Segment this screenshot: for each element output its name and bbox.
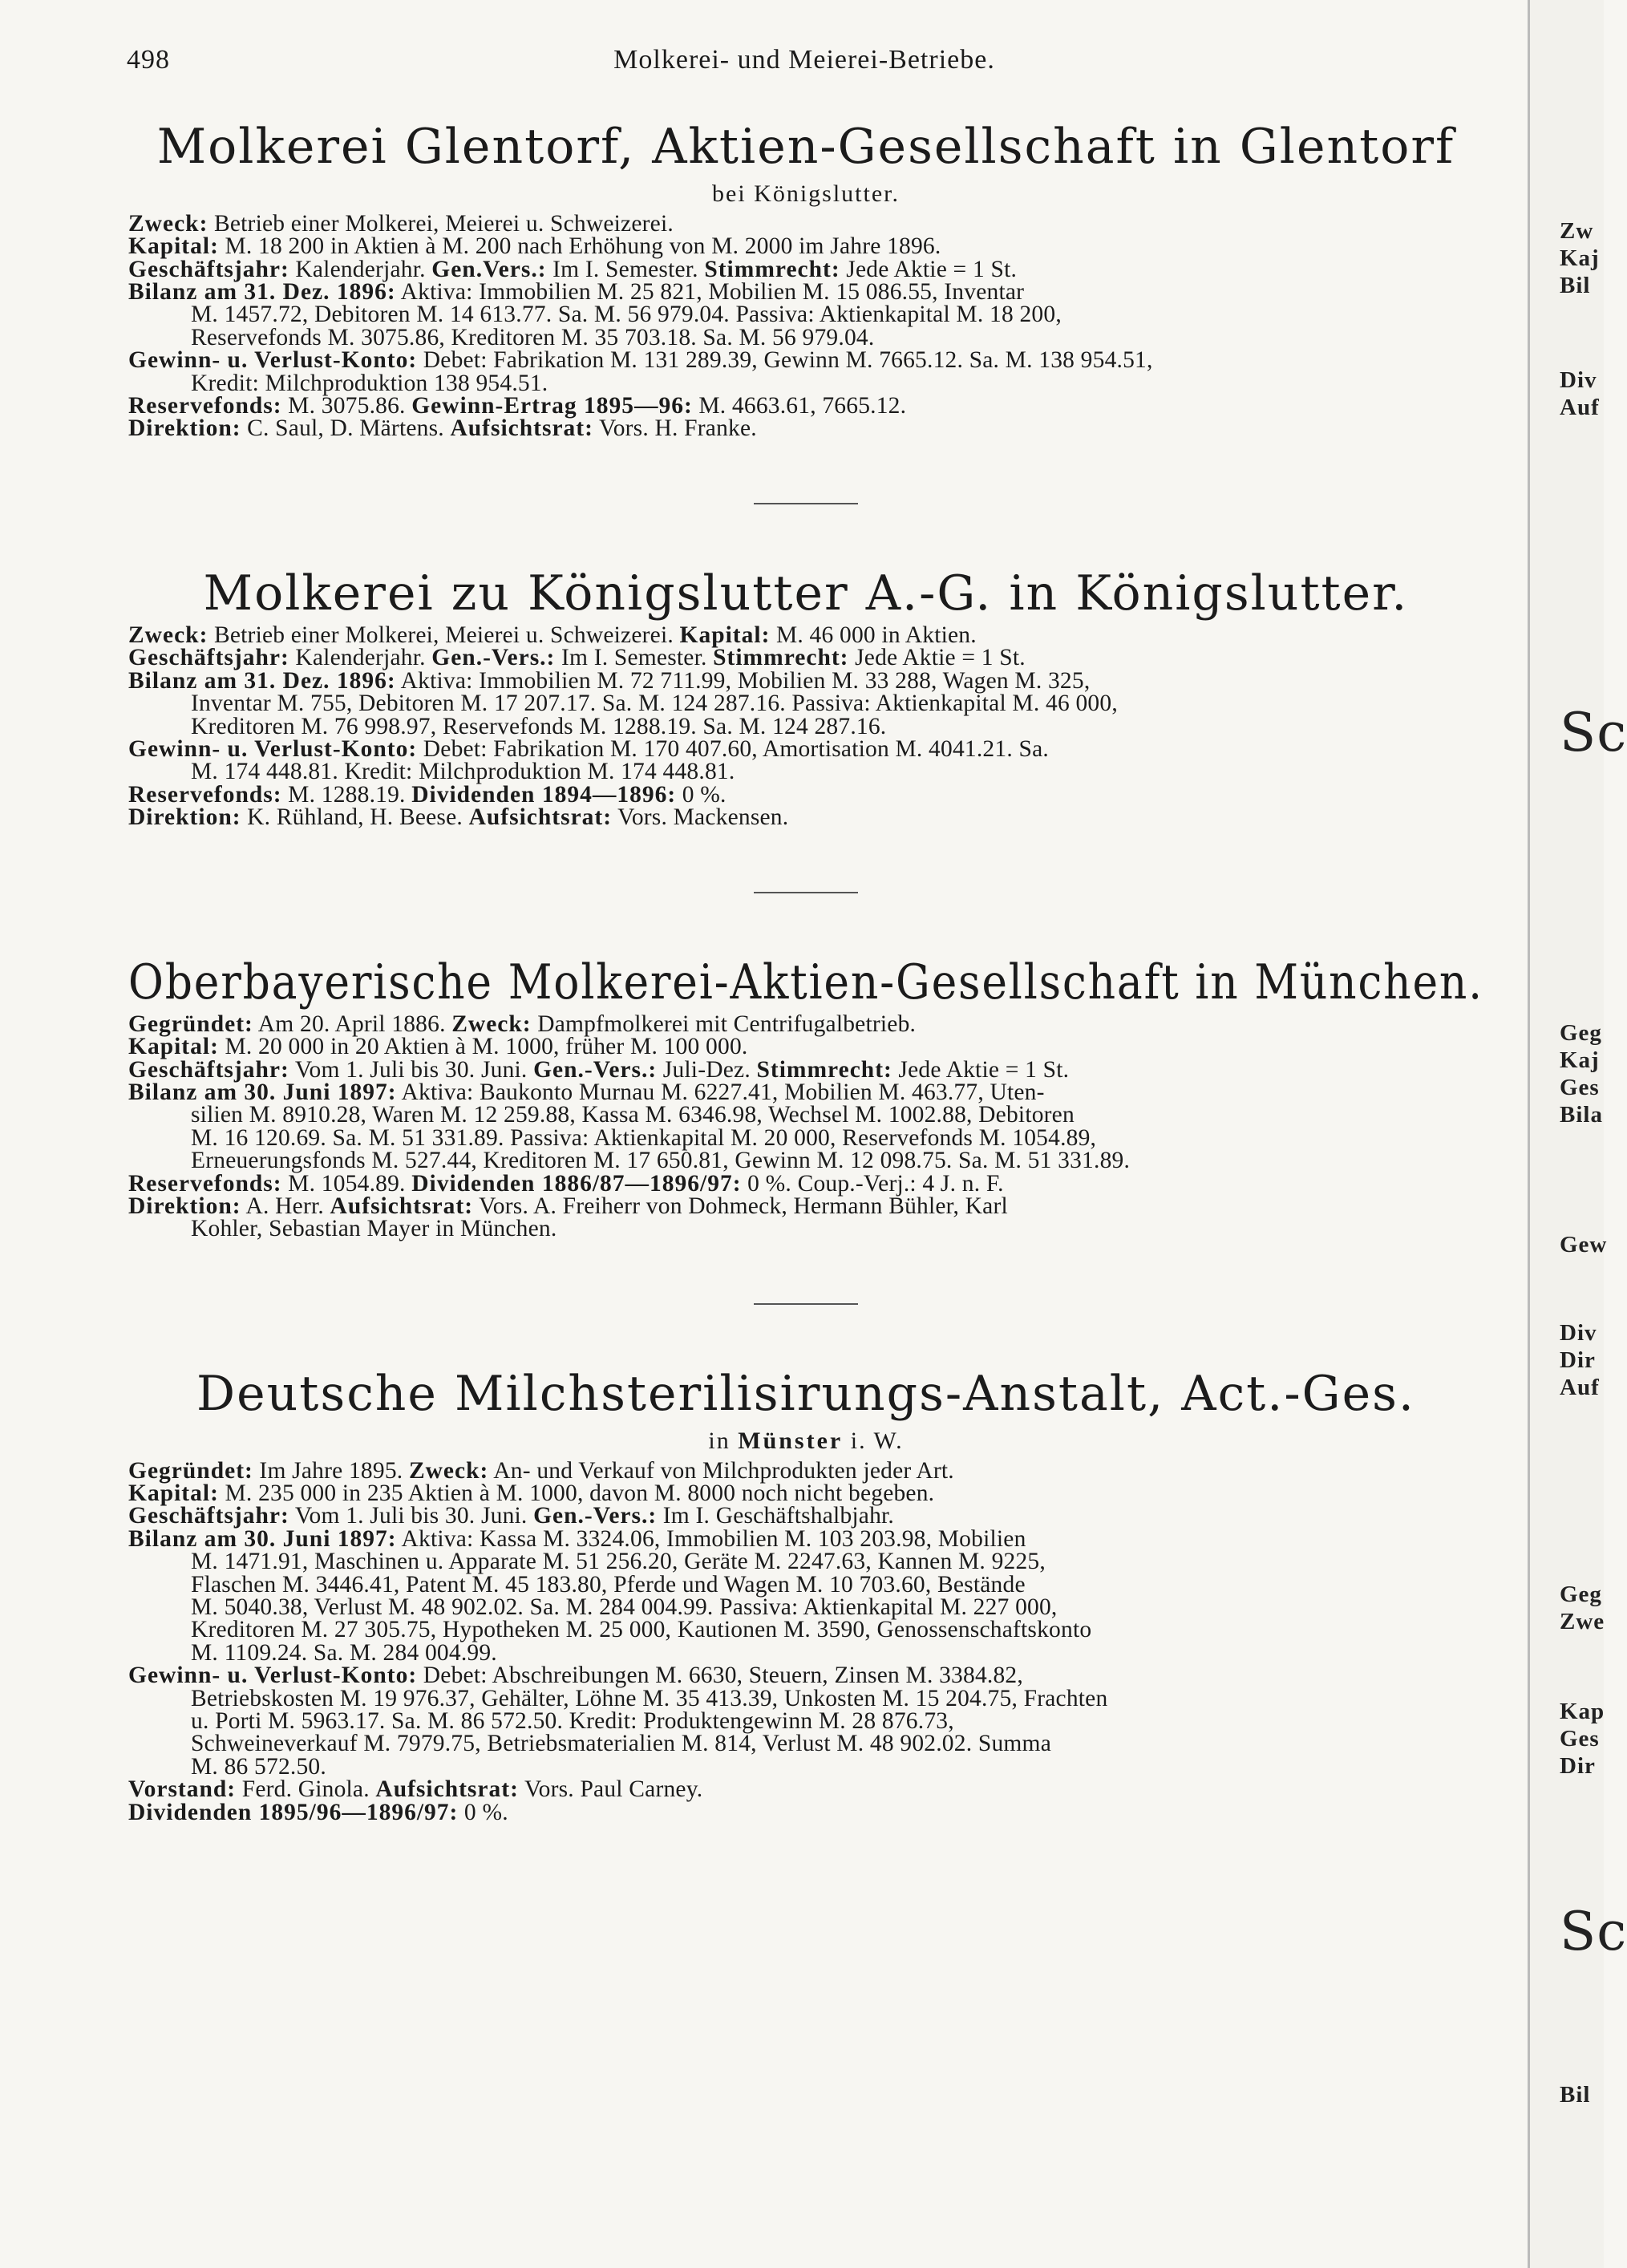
- entry-title: Deutsche Milchsterilisirungs-Anstalt, Act.-Ges.: [196, 1365, 1415, 1422]
- entry-line: [128, 735, 1483, 762]
- field-text: M. 1109.24. Sa. M. 284 004.99.: [191, 1639, 497, 1666]
- field-label: Zweck:: [451, 1010, 532, 1037]
- field-label: Geschäftsjahr:: [128, 256, 289, 282]
- field-text: Jede Aktie = 1 St.: [848, 645, 1026, 671]
- entry-line: [128, 1193, 1483, 1220]
- subtitle-city: Münster: [738, 1428, 844, 1455]
- field-label: Bilanz am 31. Dez. 1896:: [128, 667, 396, 694]
- field-text: Im Jahre 1895.: [253, 1457, 409, 1484]
- field-text: Inventar M. 755, Debitoren M. 17 207.17. Sa. M. 124 287.16. Passiva: Aktienkapital M. 46 000,: [191, 691, 1118, 717]
- entry-line: [128, 392, 1483, 419]
- margin-fragment: Zw: [1560, 218, 1594, 244]
- field-label: Dividenden 1894—1896:: [411, 781, 677, 808]
- margin-fragment: Auf: [1560, 395, 1600, 420]
- running-title: Molkerei- und Meierei-Betriebe.: [613, 45, 995, 75]
- margin-fragment: Zwe: [1560, 1609, 1605, 1634]
- field-label: Bilanz am 31. Dez. 1896:: [128, 278, 396, 305]
- field-text: M. 1471.91, Maschinen u. Apparate M. 51 256.20, Geräte M. 2247.63, Kannen M. 9225,: [191, 1549, 1046, 1575]
- field-text: M. 86 572.50.: [191, 1753, 326, 1780]
- entry-line: [128, 781, 1483, 808]
- field-text: Juli-Dez.: [657, 1056, 757, 1083]
- field-text: M. 46 000 in Aktien.: [770, 622, 977, 648]
- field-text: Kredit: Milchproduktion 138 954.51.: [191, 370, 548, 396]
- field-text: Kreditoren M. 27 305.75, Hypotheken M. 25 000, Kautionen M. 3590, Genossenschaftskonto: [191, 1617, 1092, 1643]
- field-text: silien M. 8910.28, Waren M. 12 259.88, Kassa M. 6346.98, Wechsel M. 1002.88, Debitoren: [191, 1102, 1075, 1128]
- section-divider: [754, 892, 858, 893]
- margin-fragment: Div: [1560, 367, 1597, 393]
- entry-line: [128, 804, 1483, 831]
- field-label: Direktion:: [128, 1193, 241, 1220]
- field-text: M. 18 200 in Aktien à M. 200 nach Erhöhung von M. 2000 im Jahre 1896.: [218, 233, 941, 260]
- entry-title: Molkerei zu Königslutter A.-G. in Königslutter.: [203, 565, 1409, 622]
- entry-line: [128, 1801, 1483, 1824]
- field-label: Geschäftsjahr:: [128, 1503, 289, 1529]
- entry-line: [128, 326, 1483, 349]
- field-text: C. Saul, D. Märtens.: [241, 415, 451, 442]
- page-header: [127, 45, 1482, 85]
- field-label: Zweck:: [408, 1457, 489, 1484]
- entry-line: [128, 1505, 1483, 1527]
- section-divider: [754, 1303, 858, 1305]
- entry-line: [128, 692, 1483, 715]
- subtitle-suffix: i. W.: [843, 1428, 904, 1455]
- entry-line: [128, 624, 1483, 646]
- entry-line: [128, 372, 1483, 395]
- adjacent-page-edge: [1528, 0, 1627, 2268]
- entry-body: [128, 210, 1483, 442]
- field-text: K. Rühland, H. Beese.: [241, 804, 469, 831]
- field-text: Aktiva: Baukonto Murnau M. 6227.41, Mobilien M. 463.77, Uten-: [396, 1079, 1045, 1105]
- field-text: Dampfmolkerei mit Centrifugalbetrieb.: [531, 1010, 917, 1037]
- entry-line: [128, 1056, 1483, 1083]
- entry-line: [128, 646, 1483, 669]
- entry-subtitle: bei Königslutter.: [712, 180, 900, 208]
- field-label: Gegründet:: [128, 1457, 253, 1484]
- field-text: M. 16 120.69. Sa. M. 51 331.89. Passiva: Aktienkapital M. 20 000, Reservefonds M. 1054.89,: [191, 1124, 1097, 1151]
- field-label: Aufsichtsrat:: [468, 804, 613, 831]
- field-label: Reservefonds:: [128, 1170, 282, 1197]
- entry-line: [128, 1172, 1483, 1195]
- entry-line: [128, 1035, 1483, 1058]
- margin-fragment: Ges: [1560, 1075, 1600, 1100]
- entry-line: [128, 667, 1483, 694]
- field-label: Dividenden 1895/96—1896/97:: [128, 1799, 459, 1825]
- company-entry: [128, 567, 1483, 829]
- entry-title: Oberbayerische Molkerei-Aktien-Gesellschaft in München.: [128, 954, 1483, 1010]
- field-label: Reservefonds:: [128, 392, 282, 419]
- field-text: Jede Aktie = 1 St.: [840, 256, 1018, 282]
- field-text: M. 20 000 in 20 Aktien à M. 1000, früher M. 100 000.: [218, 1034, 748, 1060]
- entry-body: [128, 624, 1483, 829]
- field-text: Aktiva: Kassa M. 3324.06, Immobilien M. 103 203.98, Mobilien: [396, 1525, 1026, 1552]
- field-text: M. 174 448.81. Kredit: Milchproduktion M. 174 448.81.: [191, 759, 735, 785]
- field-label: Kapital:: [679, 622, 771, 648]
- field-label: Bilanz am 30. Juni 1897:: [128, 1525, 397, 1552]
- margin-fragment: Dir: [1560, 1753, 1596, 1779]
- field-label: Stimmrecht:: [713, 645, 849, 671]
- margin-fragment: Gew: [1560, 1232, 1608, 1258]
- margin-fragment: Geg: [1560, 1582, 1602, 1607]
- field-text: Betrieb einer Molkerei, Meierei u. Schweizerei.: [208, 210, 674, 237]
- field-text: Vors. Paul Carney.: [518, 1776, 703, 1803]
- field-text: Kalenderjahr.: [289, 645, 432, 671]
- entry-line: [128, 1217, 1483, 1240]
- entry-subtitle: [128, 1426, 1483, 1456]
- field-label: Zweck:: [128, 210, 208, 237]
- field-text: M. 235 000 in 235 Aktien à M. 1000, davon M. 8000 noch nicht begeben.: [218, 1480, 935, 1506]
- field-text: Im I. Semester.: [546, 256, 705, 282]
- field-text: Aktiva: Immobilien M. 25 821, Mobilien M. 15 086.55, Inventar: [395, 278, 1025, 305]
- page-number: 498: [127, 45, 170, 75]
- entry-line: [128, 1104, 1483, 1126]
- field-text: Debet: Fabrikation M. 170 407.60, Amortisation M. 4041.21. Sa.: [417, 735, 1049, 762]
- entry-body: [128, 1010, 1483, 1242]
- section-divider: [754, 503, 858, 504]
- margin-fragment: Kaj: [1560, 1047, 1600, 1073]
- field-label: Gewinn-Ertrag 1895—96:: [411, 392, 693, 419]
- field-label: Stimmrecht:: [756, 1056, 892, 1083]
- field-text: M. 1054.89.: [281, 1170, 412, 1197]
- field-text: Kreditoren M. 76 998.97, Reservefonds M. 1288.19. Sa. M. 124 287.16.: [191, 713, 887, 739]
- field-text: Kohler, Sebastian Mayer in München.: [191, 1216, 557, 1242]
- field-label: Gen.-Vers.:: [533, 1056, 658, 1083]
- margin-fragment: Ges: [1560, 1726, 1600, 1752]
- entry-line: [128, 278, 1483, 305]
- field-label: Kapital:: [128, 1480, 219, 1506]
- field-label: Reservefonds:: [128, 781, 282, 808]
- field-label: Geschäftsjahr:: [128, 645, 289, 671]
- field-text: Vors. Mackensen.: [612, 804, 789, 831]
- field-text: Aktiva: Immobilien M. 72 711.99, Mobilien M. 33 288, Wagen M. 325,: [395, 667, 1091, 694]
- field-label: Stimmrecht:: [704, 256, 840, 282]
- field-text: u. Porti M. 5963.17. Sa. M. 86 572.50. Kredit: Produktengewinn M. 28 876.73,: [191, 1708, 954, 1734]
- field-text: A. Herr.: [241, 1193, 330, 1220]
- field-text: M. 4663.61, 7665.12.: [692, 392, 907, 419]
- field-text: Debet: Abschreibungen M. 6630, Steuern, Zinsen M. 3384.82,: [417, 1663, 1023, 1689]
- field-text: Betrieb einer Molkerei, Meierei u. Schweizerei.: [208, 622, 680, 648]
- field-text: M. 5040.38, Verlust M. 48 902.02. Sa. M. 284 004.99. Passiva: Aktienkapital M. 227 000,: [191, 1594, 1058, 1620]
- field-text: Vors. A. Freiherr von Dohmeck, Hermann Bühler, Karl: [473, 1193, 1008, 1220]
- entry-line: [128, 1550, 1483, 1573]
- field-label: Gewinn- u. Verlust-Konto:: [128, 347, 418, 374]
- field-label: Gewinn- u. Verlust-Konto:: [128, 735, 418, 762]
- field-label: Gen.-Vers.:: [431, 645, 556, 671]
- field-label: Vorstand:: [128, 1776, 237, 1803]
- entry-line: [128, 1525, 1483, 1552]
- company-entry: [128, 956, 1483, 1241]
- field-text: Reservefonds M. 3075.86, Kreditoren M. 35 703.18. Sa. M. 56 979.04.: [191, 324, 875, 350]
- field-label: Dividenden 1886/87—1896/97:: [411, 1170, 742, 1197]
- field-text: Erneuerungsfonds M. 527.44, Kreditoren M. 17 650.81, Gewinn M. 12 098.75. Sa. M. 51 331.89.: [191, 1148, 1131, 1174]
- field-text: M. 1457.72, Debitoren M. 14 613.77. Sa. M. 56 979.04. Passiva: Aktienkapital M. 18 200,: [191, 302, 1062, 328]
- field-text: Kalenderjahr.: [289, 256, 432, 282]
- field-text: 0 %.: [676, 781, 726, 808]
- subtitle-prefix: in: [708, 1428, 739, 1455]
- entry-line: [128, 1664, 1483, 1687]
- field-text: M. 1288.19.: [281, 781, 412, 808]
- field-label: Aufsichtsrat:: [330, 1193, 474, 1220]
- margin-fragment: Bil: [1560, 273, 1591, 298]
- margin-fragment: Geg: [1560, 1020, 1602, 1046]
- entry-line: [128, 233, 1483, 260]
- field-label: Kapital:: [128, 1034, 219, 1060]
- field-text: 0 %.: [458, 1799, 508, 1825]
- entry-line: [128, 1753, 1483, 1780]
- margin-fragment: Kap: [1560, 1699, 1605, 1724]
- entry-line: [128, 415, 1483, 442]
- field-label: Direktion:: [128, 804, 241, 831]
- field-text: 0 %. Coup.-Verj.: 4 J. n. F.: [741, 1170, 1004, 1197]
- margin-fragment: Sc: [1560, 1901, 1627, 1962]
- entry-line: [128, 1124, 1483, 1151]
- field-label: Gewinn- u. Verlust-Konto:: [128, 1663, 418, 1689]
- margin-fragment: Div: [1560, 1320, 1597, 1346]
- entry-line: [128, 303, 1483, 326]
- margin-fragment: Bila: [1560, 1102, 1603, 1128]
- entry-line: [128, 258, 1483, 281]
- entry-title: Molkerei Glentorf, Aktien-Gesellschaft in Glentorf: [156, 119, 1455, 175]
- field-text: Debet: Fabrikation M. 131 289.39, Gewinn M. 7665.12. Sa. M. 138 954.51,: [417, 347, 1153, 374]
- field-text: Vom 1. Juli bis 30. Juni.: [289, 1056, 534, 1083]
- entry-line: [128, 1010, 1483, 1037]
- entry-line: [128, 1457, 1483, 1484]
- field-label: Aufsichtsrat:: [450, 415, 593, 442]
- main-column: [128, 120, 1483, 1824]
- field-label: Direktion:: [128, 415, 241, 442]
- field-label: Aufsichtsrat:: [375, 1776, 519, 1803]
- field-label: Gen.Vers.:: [431, 256, 547, 282]
- field-text: Jede Aktie = 1 St.: [892, 1056, 1070, 1083]
- margin-fragment: Dir: [1560, 1347, 1596, 1373]
- entry-line: [128, 347, 1483, 374]
- field-text: Vom 1. Juli bis 30. Juni.: [289, 1503, 534, 1529]
- field-text: Im I. Semester.: [555, 645, 714, 671]
- field-text: Flaschen M. 3446.41, Patent M. 45 183.80, Pferde und Wagen M. 10 703.60, Bestände: [191, 1571, 1026, 1598]
- entry-line: [128, 210, 1483, 237]
- entry-line: [128, 1710, 1483, 1732]
- entry-body: [128, 1457, 1483, 1825]
- field-label: Zweck:: [128, 622, 208, 648]
- entry-line: [128, 715, 1483, 738]
- entry-line: [128, 1482, 1483, 1505]
- entry-line: [128, 1776, 1483, 1803]
- field-label: Geschäftsjahr:: [128, 1056, 289, 1083]
- field-text: M. 3075.86.: [281, 392, 412, 419]
- entry-line: [128, 1081, 1483, 1104]
- margin-fragment: Kaj: [1560, 245, 1600, 271]
- company-entry: [128, 1367, 1483, 1824]
- entry-line: [128, 760, 1483, 783]
- margin-fragment: Sc: [1560, 702, 1627, 763]
- entry-line: [128, 1573, 1483, 1596]
- field-text: Vors. H. Franke.: [593, 415, 757, 442]
- field-label: Gen.-Vers.:: [533, 1503, 658, 1529]
- field-label: Bilanz am 30. Juni 1897:: [128, 1079, 397, 1105]
- margin-fragment: Auf: [1560, 1375, 1600, 1400]
- field-text: Betriebskosten M. 19 976.37, Gehälter, Löhne M. 35 413.39, Unkosten M. 15 204.75, Frachten: [191, 1685, 1108, 1711]
- field-label: Gegründet:: [128, 1010, 253, 1037]
- entry-line: [128, 1639, 1483, 1666]
- field-text: Schweineverkauf M. 7979.75, Betriebsmaterialien M. 814, Verlust M. 48 902.02. Summa: [191, 1731, 1051, 1757]
- entry-line: [128, 1149, 1483, 1172]
- field-text: Ferd. Ginola.: [236, 1776, 376, 1803]
- entry-line: [128, 1618, 1483, 1641]
- entry-line: [128, 1596, 1483, 1618]
- company-entry: [128, 120, 1483, 440]
- field-text: An- und Verkauf von Milchprodukten jeder Art.: [488, 1457, 954, 1484]
- margin-fragment: Bil: [1560, 2082, 1591, 2108]
- field-label: Kapital:: [128, 233, 219, 260]
- field-text: Am 20. April 1886.: [253, 1010, 452, 1037]
- field-text: Im I. Geschäftshalbjahr.: [657, 1503, 895, 1529]
- page-gutter-rule: [1528, 0, 1530, 2268]
- entry-line: [128, 1732, 1483, 1755]
- entry-line: [128, 1687, 1483, 1710]
